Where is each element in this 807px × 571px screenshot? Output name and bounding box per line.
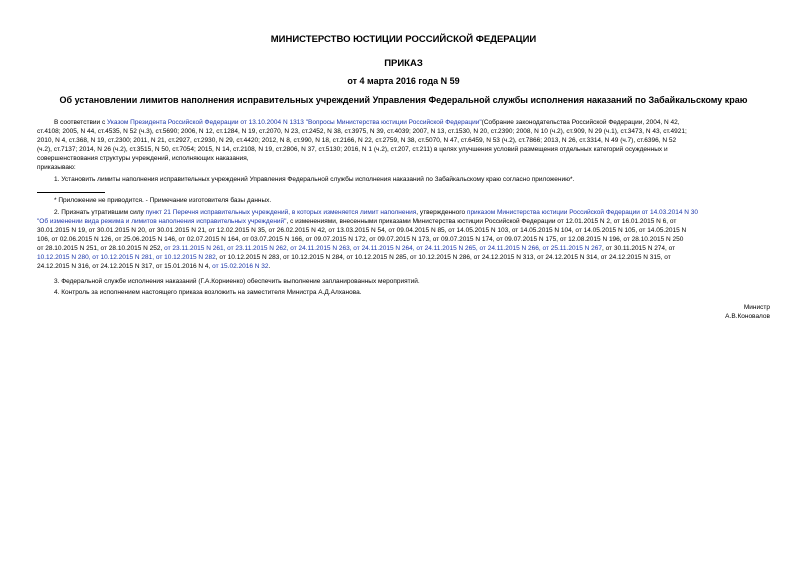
document-title: Об установлении лимитов наполнения исправительных учреждений Управления Федеральной службы исполнения наказаний по Забайкальскому краю <box>59 95 748 105</box>
item-4: 4. Контроль за исполнением настоящего приказа возложить на заместителя Министра А.Д.Алханова. <box>54 289 362 296</box>
item-2-line-1 <box>54 208 698 217</box>
item-2-line-2 <box>37 217 676 226</box>
item-2-text: . <box>268 263 271 270</box>
item-3: 3. Федеральной службе исполнения наказаний (Г.А.Корниенко) обеспечить выполнение запланированных мероприятий. <box>54 278 420 285</box>
preamble-line-2: ст.4108; 2005, N 44, ст.4535, N 52 (ч.3), ст.5690; 2006, N 12, ст.1284, N 19, ст.2070, N 23, ст.2452, N 38, ст.3975, N 39, ст.4039; 2007, N 13, ст.1530, N 20, ст.2390; 2008, N 10 (ч.2), ст.909, N 29 (ч.1), ст.3473, N 43, ст.4921; <box>37 128 687 135</box>
item-2-line-5 <box>37 244 675 253</box>
item-2-text: от 28.10.2015 N 251, от 28.10.2015 N 252, <box>37 245 165 252</box>
preamble-text: В соответствии с <box>54 119 108 126</box>
amendment-link-2016[interactable]: от 15.02.2016 N 32 <box>212 263 269 270</box>
amendments-link-november[interactable]: от 23.11.2015 N 261, от 23.11.2015 N 262, от 24.11.2015 N 263, от 24.11.2015 N 264, от 24.11.2015 N 265, от 24.11.2015 N 266, от 25.11.2015 N 267 <box>164 245 602 252</box>
preamble-line-4: (ч.2), ст.7137; 2014, N 26 (ч.2), ст.3515, N 50, ст.7054; 2015, N 14, ст.2108, N 19, ст.2806, N 37, ст.5130; 2016, N 1 (ч.2), ст.207, ст.211) в целях улучшения условий размещения отдельных категорий осужденных и <box>37 146 668 153</box>
item-2-line-6 <box>37 253 671 262</box>
amendments-link-december[interactable]: 10.12.2015 N 280, от 10.12.2015 N 281, от 10.12.2015 N 282 <box>37 254 216 261</box>
item-2-line-4: 106, от 02.06.2015 N 126, от 25.06.2015 N 146, от 02.07.2015 N 164, от 03.07.2015 N 166, от 09.07.2015 N 172, от 09.07.2015 N 173, от 09.07.2015 N 174, от 09.07.2015 N 175, от 12.08.2015 N 196, от 28.10.2015 N 250 <box>37 236 684 243</box>
signatory-name: А.В.Коновалов <box>725 313 770 320</box>
item-2-text: , с изменениями, внесенными приказами Министерства юстиции Российской Федерации от 12.01.2015 N 2, от 16.01.2015 N 6, от <box>286 218 677 225</box>
item-1: 1. Установить лимиты наполнения исправительных учреждений Управления Федеральной службы исполнения наказаний по Забайкальскому краю согласно приложению*. <box>54 176 575 183</box>
ministry-heading: МИНИСТЕРСТВО ЮСТИЦИИ РОССИЙСКОЙ ФЕДЕРАЦИИ <box>270 34 537 45</box>
footnote-separator <box>37 192 105 193</box>
item-2-text: 2. Признать утратившим силу <box>54 209 146 216</box>
perechen-link[interactable]: пункт 21 Перечня исправительных учреждений, в которых изменяется лимит наполнения <box>145 209 417 216</box>
doc-type-heading: ПРИКАЗ <box>384 58 423 69</box>
item-2-line-7 <box>37 262 270 271</box>
preamble-line-1 <box>54 118 680 127</box>
item-2-text: , от 10.12.2015 N 283, от 10.12.2015 N 284, от 10.12.2015 N 285, от 10.12.2015 N 286, от 24.12.2015 N 313, от 24.12.2015 N 314, от 24.12.2015 N 315, от <box>215 254 671 261</box>
preamble-line-3: 2010, N 4, ст.368, N 19, ст.2300; 2011, N 21, ст.2927, ст.2930, N 29, ст.4420; 2012, N 8, ст.990, N 18, ст.2166, N 22, ст.2759, N 38, ст.5070, N 47, ст.6459, N 53 (ч.2), ст.7866; 2013, N 26, ст.3314, N 49 (ч.7), ст.6396, N 52 <box>37 137 677 144</box>
signatory-position: Министр <box>743 304 770 311</box>
item-2-line-3: 30.01.2015 N 19, от 30.01.2015 N 20, от 30.01.2015 N 21, от 12.02.2015 N 35, от 26.02.2015 N 42, от 13.03.2015 N 54, от 09.04.2015 N 85, от 14.05.2015 N 103, от 14.05.2015 N 104, от 14.05.2015 N 105, от 14.05.2015 N <box>37 227 687 234</box>
footnote: * Приложение не приводится. - Примечание изготовителя базы данных. <box>54 197 272 204</box>
date-number: от 4 марта 2016 года N 59 <box>347 76 460 86</box>
preamble-text: (Собрание законодательства Российской Федерации, 2004, N 42, <box>481 119 680 126</box>
order-link[interactable]: приказом Министерства юстиции Российской Федерации от 14.03.2014 N 30 <box>466 209 699 216</box>
decree-link[interactable]: Указом Президента Российской Федерации от 13.10.2004 N 1313 "Вопросы Министерства юстиции Российской Федерации" <box>107 119 482 126</box>
item-2-text: , утвержденного <box>416 209 467 216</box>
order-title-link[interactable]: "Об изменении вида режима и лимитов наполнения исправительных учреждений" <box>37 218 287 225</box>
preamble-line-5: совершенствования структуры учреждений, исполняющих наказания, <box>37 155 249 162</box>
preamble-line-6: приказываю: <box>37 164 76 171</box>
item-2-text: 24.12.2015 N 316, от 24.12.2015 N 317, от 15.01.2016 N 4, <box>37 263 213 270</box>
item-2-text: , от 30.11.2015 N 274, от <box>601 245 676 252</box>
